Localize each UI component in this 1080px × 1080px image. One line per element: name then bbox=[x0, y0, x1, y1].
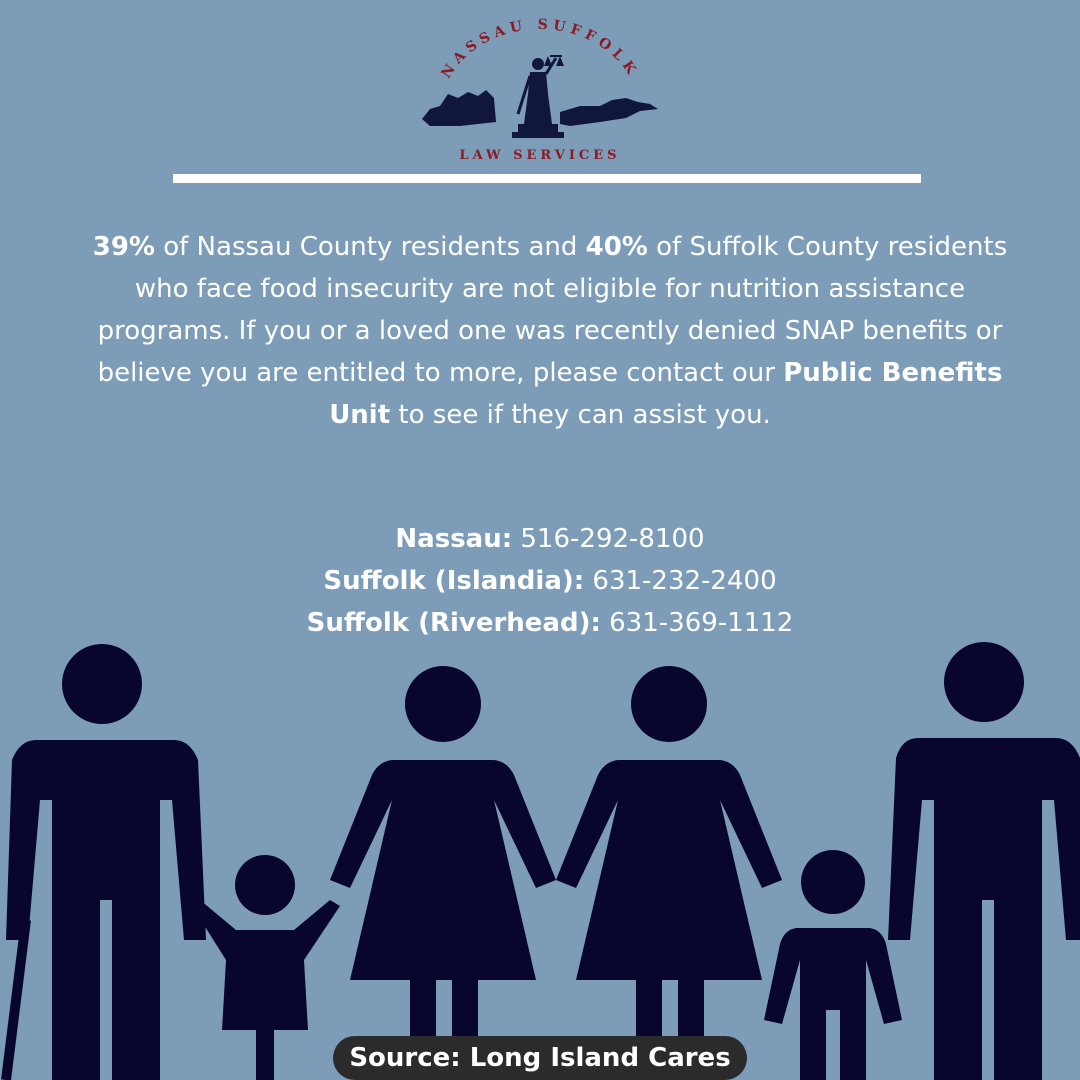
nassau-percentage: 39% bbox=[92, 232, 155, 262]
body-text-1: of Nassau County residents and bbox=[154, 232, 586, 262]
contact-phone: 631-232-2400 bbox=[584, 566, 777, 596]
public-benefits-unit: Public Benefits Unit bbox=[329, 358, 1003, 430]
contact-label: Suffolk (Riverhead): bbox=[306, 608, 601, 638]
source-badge: Source: Long Island Cares bbox=[333, 1036, 747, 1080]
girl-figure bbox=[192, 855, 340, 1080]
woman-figure-left bbox=[330, 666, 556, 1080]
body-text-2: of Suffolk County residents who face food insecurity are not eligible for nutrition assistance programs. If you or a loved one was recently denied SNAP benefits or believe you are entitled to more, please contact our bbox=[97, 232, 1008, 388]
contact-suffolk-islandia bbox=[80, 560, 1020, 602]
man-figure-left bbox=[6, 644, 206, 1080]
logo-arc-text: NASSAU SUFFOLK bbox=[438, 16, 642, 82]
family-silhouette bbox=[0, 630, 1080, 1080]
contact-label: Nassau: bbox=[395, 524, 513, 554]
logo bbox=[400, 14, 680, 164]
contacts bbox=[80, 518, 1020, 644]
contact-phone: 516-292-8100 bbox=[512, 524, 705, 554]
man-figure-right bbox=[888, 642, 1080, 1080]
lady-justice-icon bbox=[400, 14, 680, 154]
contact-nassau bbox=[80, 518, 1020, 560]
body-paragraph bbox=[80, 226, 1020, 436]
woman-figure-right bbox=[556, 666, 782, 1080]
contact-label: Suffolk (Islandia): bbox=[323, 566, 585, 596]
suffolk-percentage: 40% bbox=[585, 232, 648, 262]
body-text-3: to see if they can assist you. bbox=[390, 400, 771, 430]
boy-figure bbox=[764, 850, 902, 1080]
divider bbox=[173, 174, 921, 183]
logo-subtitle: LAW SERVICES bbox=[459, 148, 621, 163]
contact-phone: 631-369-1112 bbox=[600, 608, 794, 638]
